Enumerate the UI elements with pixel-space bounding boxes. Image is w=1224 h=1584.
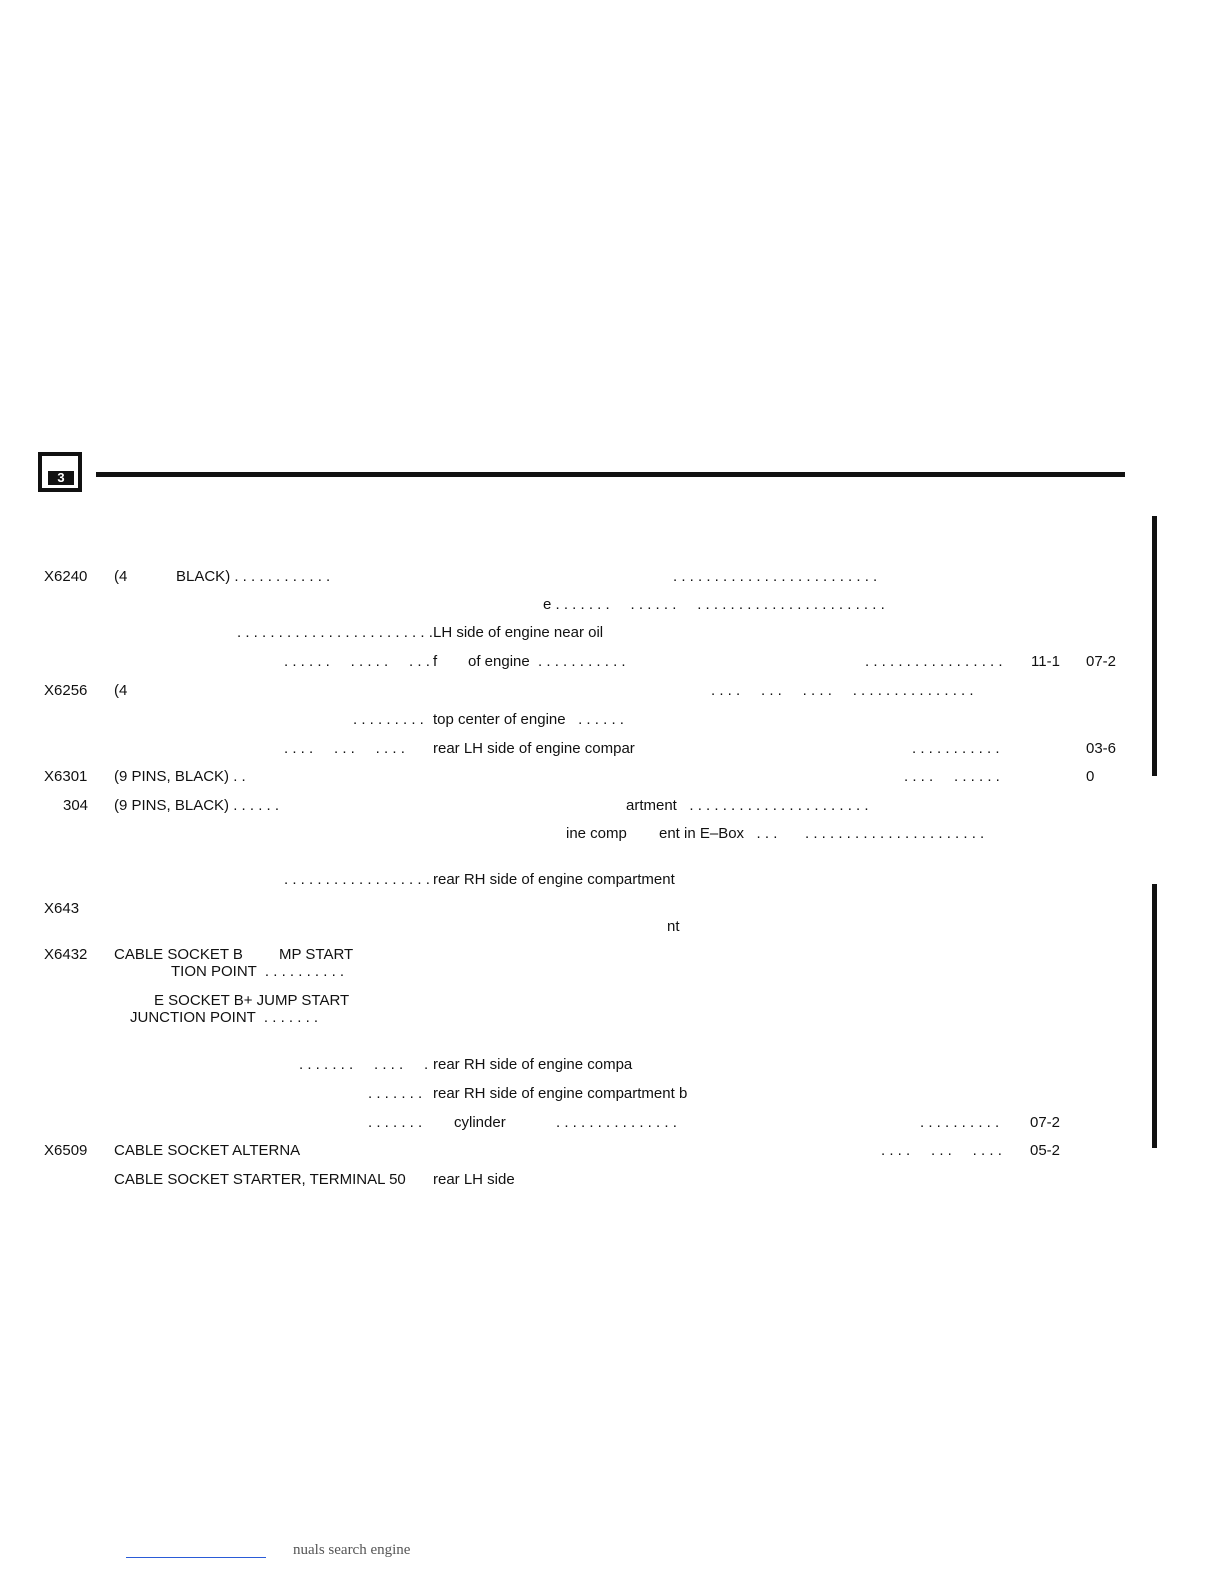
table-cell: . . . . . . . . . . . . . . . . . . . . . . (805, 825, 985, 842)
table-cell: ent in E–Box . . . (659, 825, 778, 842)
table-cell: artment . . . . . . . . . . . . . . . . . . . . . . (626, 797, 869, 814)
table-cell: . . . . . . . . . . . . . . . . . . . . . . . . . (673, 568, 878, 585)
table-cell: CABLE SOCKET B (114, 946, 243, 963)
table-cell: . . . . . . . . . (353, 711, 424, 728)
table-cell: . . . . . . . . . . . . . . . . . . (284, 871, 430, 888)
table-cell: . . . . . . . . . . . (284, 740, 405, 757)
table-cell: (4 (114, 682, 128, 699)
table-cell: rear LH side of engine compar (433, 740, 635, 757)
table-cell: BLACK) . . . . . . . . . . . . (176, 568, 331, 585)
table-cell: ine comp (566, 825, 627, 842)
table-cell: (9 PINS, BLACK) . . (114, 768, 246, 785)
table-cell: 07-2 (1086, 653, 1117, 670)
section-number-box (38, 452, 82, 492)
table-cell: rear RH side of engine compartment b (433, 1085, 688, 1102)
table-cell: (4 (114, 568, 128, 585)
change-bar-upper (1152, 516, 1157, 776)
table-cell: X643 (44, 900, 80, 917)
table-cell: . . . . . . . (368, 1114, 423, 1131)
table-cell: X6256 (44, 682, 88, 699)
table-cell: CABLE SOCKET ALTERNA (114, 1142, 301, 1159)
table-cell: . . . . . . . . . . . (881, 1142, 1002, 1159)
table-cell: . . . . . . . . . . . . . . . . . . . . . . . . . . (711, 682, 974, 699)
footer-text: nuals search engine (293, 1542, 411, 1558)
table-cell: LH side of engine near oil (433, 624, 604, 641)
table-cell: X6240 (44, 568, 88, 585)
table-cell: . . . . . . . . . . . . . . (284, 653, 430, 670)
table-cell: . . . . . . . (368, 1085, 423, 1102)
table-cell: . . . . . . . . . . . . . . . . . . . . . . . . (237, 624, 433, 641)
table-cell: X6509 (44, 1142, 88, 1159)
table-cell: . . . . . . . . . . . . (299, 1056, 429, 1073)
table-cell: TION POINT . . . . . . . . . . (171, 963, 345, 980)
table-cell: . . . . . . . . . . (920, 1114, 1000, 1131)
table-cell: rear RH side of engine compartment (433, 871, 675, 888)
table-cell: X6432 (44, 946, 88, 963)
table-cell: . . . . . . . . . . . (912, 740, 1000, 757)
table-cell: JUNCTION POINT . . . . . . . (130, 1009, 319, 1026)
table-cell: 11-1 (1031, 653, 1060, 670)
table-cell: 05-2 (1030, 1142, 1061, 1159)
table-cell: e . . . . . . . . . . . . . . . . . . . . . . . . . . . . . . . . . . . . (543, 596, 885, 613)
table-cell: cylinder (454, 1114, 506, 1131)
table-cell: 0 (1086, 768, 1095, 785)
table-cell: rear LH side (433, 1171, 515, 1188)
table-cell: (9 PINS, BLACK) . . . . . . (114, 797, 280, 814)
table-cell: . . . . . . . . . . . . . . . (556, 1114, 677, 1131)
table-cell: 07-2 (1030, 1114, 1061, 1131)
table-cell: . . . . . . . . . . (904, 768, 1000, 785)
table-cell: nt (667, 918, 680, 935)
table-cell: E SOCKET B+ JUMP START (154, 992, 350, 1009)
table-cell: rear RH side of engine compa (433, 1056, 633, 1073)
table-cell: of engine . . . . . . . . . . . (468, 653, 626, 670)
header-rule (96, 472, 1125, 477)
table-cell: 304 (63, 797, 89, 814)
table-cell: f (433, 653, 438, 670)
footer-link-underline[interactable] (126, 1557, 266, 1558)
change-bar-lower (1152, 884, 1157, 1148)
table-cell: CABLE SOCKET STARTER, TERMINAL 50 (114, 1171, 406, 1188)
section-number: 3 (48, 471, 74, 485)
table-cell: . . . . . . . . . . . . . . . . . (865, 653, 1003, 670)
table-cell: X6301 (44, 768, 88, 785)
table-cell: top center of engine . . . . . . (433, 711, 624, 728)
table-cell: 03-6 (1086, 740, 1117, 757)
table-cell: MP START (279, 946, 354, 963)
